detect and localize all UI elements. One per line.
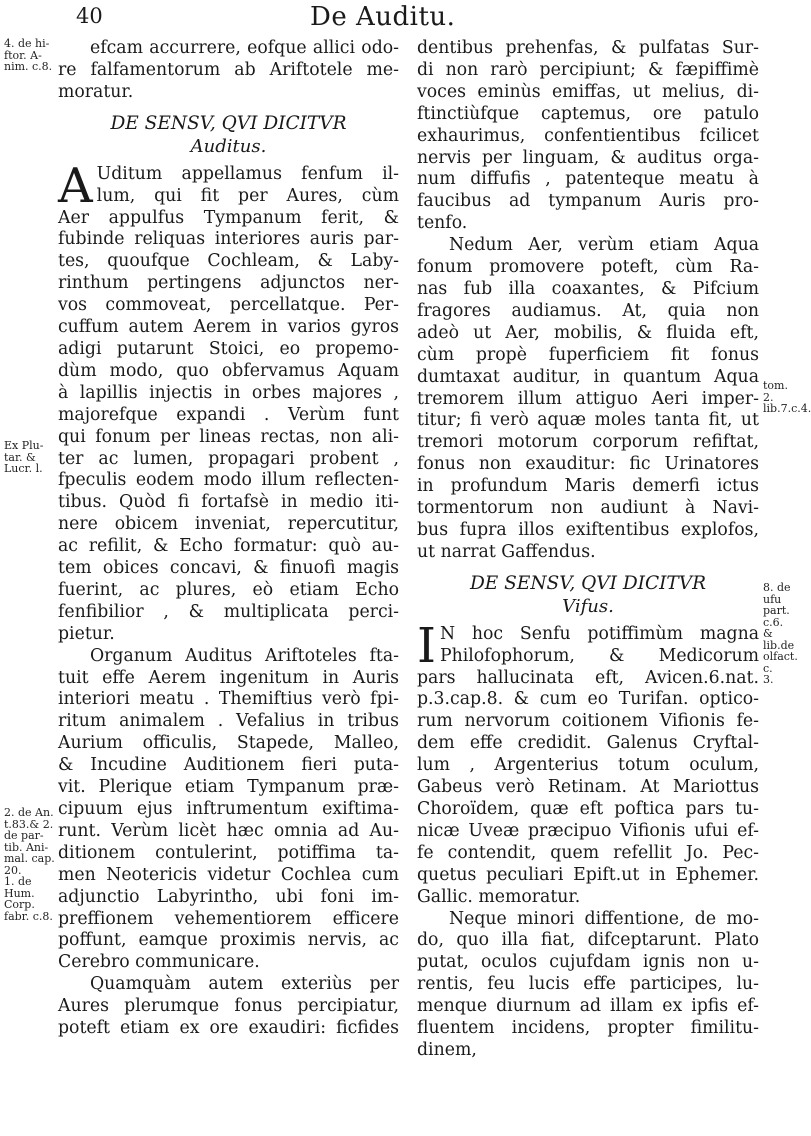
text-line: nicæ Uveæ præcipuo Vifionis ufui ef- — [417, 820, 759, 841]
text-line: num diffufis , patenteque meatu à — [417, 169, 759, 190]
text-line: di non rarò percipiunt; & fæpiffimè — [417, 59, 759, 80]
text-line: ritum animalem . Vefalius in tribus — [58, 711, 399, 732]
margin-note-right-1 — [763, 379, 811, 415]
text-line: ter ac lumen, propagari probent , — [58, 448, 399, 469]
text-line: Gabeus verò Retinam. At Mariottus — [417, 777, 759, 798]
text-line: Neque minori diffentione, de mo- — [449, 908, 759, 929]
text-line: tremori motorum corporum refiftat, — [417, 432, 759, 453]
margin-note-left-3 — [4, 807, 56, 922]
paragraph-quamquam — [58, 974, 399, 1040]
text-line: moratur. — [58, 81, 134, 102]
text-line: pars hallucinata eft, Avicen.6.nat. — [417, 667, 759, 688]
text-line: ut narrat Gaffendus. — [417, 541, 596, 562]
text-line: Aures plerumque fonus percipiatur, — [58, 996, 399, 1017]
text-line: faucibus ad tympanum Auris pro- — [417, 191, 759, 212]
text-line: tremorem illum attiguo Aeri imper- — [417, 388, 759, 409]
text-line: men Neotericis videtur Cochlea cum — [58, 864, 399, 885]
text-line: runt. Verùm licèt hæc omnia ad Au- — [58, 820, 399, 841]
text-line: & Incudine Auditionem fieri puta- — [58, 755, 399, 776]
text-line: dùm modo, quo obfervamus Aquam — [58, 360, 399, 381]
text-line: adjunctio Labyrintho, ubi foni im- — [58, 886, 399, 907]
section-title-visus: DE SENSV, QVI DICITVR — [469, 572, 707, 594]
text-line: Aer appulfus Tympanum ferit, & — [58, 207, 399, 228]
margin-note-line: Lucr. l. — [4, 462, 43, 475]
text-line: dinem, — [417, 1039, 477, 1060]
margin-note-line: 1. de — [4, 875, 32, 888]
text-line: nas fub illa coaxantes, & Pifcium — [417, 278, 759, 299]
text-line: p.3.cap.8. & cum eo Turifan. optico- — [417, 689, 759, 710]
text-line: ditionem contulerint, potiffima ta- — [58, 842, 399, 863]
paragraph-dentibus — [417, 38, 759, 235]
text-line: Cerebro communicare. — [58, 952, 260, 973]
section-title-auditus: DE SENSV, QVI DICITVR — [110, 112, 347, 134]
left-column — [58, 38, 399, 1040]
margin-note-line: t.83.& 2. — [4, 817, 54, 831]
margin-note-line: de par- — [4, 829, 44, 842]
margin-note-line: tar. & — [4, 450, 36, 464]
text-line: Nedum Aer, verùm etiam Aqua — [449, 235, 759, 256]
text-line: à lapillis injectis in orbes majores , — [58, 382, 399, 403]
text-line: fuerint, ac plures, eò etiam Echo — [58, 579, 399, 600]
text-line: vos commoveat, percellatque. Per- — [58, 295, 399, 316]
text-line: Philofophorum, & Medicorum — [439, 645, 759, 666]
text-line: poffunt, eamque proximis nervis, ac — [58, 930, 399, 951]
margin-note-line: & lib.de — [763, 627, 795, 652]
paragraph-in-hoc — [417, 617, 759, 909]
text-line: tem obices concavi, & finuofi magis — [58, 558, 399, 579]
margin-note-line: nim. c.8. — [4, 60, 53, 73]
text-line: fenfibilior , & multiplicata perci- — [58, 601, 399, 622]
drop-cap: A — [58, 157, 93, 214]
text-line: fonum promovere poteft, cùm Ra- — [417, 257, 759, 278]
text-line: rum nervorum coitionem Vifionis fe- — [417, 711, 759, 732]
text-line: efcam accurrere, eofque allici odo- — [90, 38, 399, 58]
text-line: titur; fi verò aquæ moles tanta fit, ut — [417, 410, 759, 431]
text-line: ac refilit, & Echo formatur: quò au- — [58, 536, 399, 557]
text-line: in profundum Maris demerfi ictus — [417, 476, 759, 497]
text-line: adigi putarunt Stoici, eo propemo- — [58, 338, 399, 359]
text-line: Aurium officulis, Stapede, Malleo, — [58, 733, 399, 754]
text-line: Choroïdem, quæ eft poftica pars tu- — [417, 799, 759, 819]
text-line: pietur. — [58, 623, 115, 644]
margin-note-left-1 — [4, 38, 56, 73]
text-line: re falfamentorum ab Ariftotele me- — [58, 59, 399, 80]
text-line: lum, qui fit per Aures, cùm — [96, 185, 399, 206]
text-line: rentis, feu lucis effe participes, lu- — [417, 974, 759, 995]
margin-note-line: olfact. c. — [763, 650, 798, 675]
margin-note-line: Corp. — [4, 898, 35, 911]
text-line: nervis per linguam, & auditus orga- — [417, 147, 759, 168]
margin-note-left-2 — [4, 440, 56, 475]
paragraph-neque — [417, 909, 759, 1062]
text-line: vit. Plerique etiam Tympanum præ- — [58, 777, 399, 798]
margin-note-line: part. c.6. — [763, 604, 790, 629]
text-line: fragores audiamus. At, quia non — [417, 300, 759, 321]
running-head: De Auditu. — [310, 2, 456, 32]
drop-cap: I — [417, 617, 436, 674]
text-line: adeò ut Aer, mobilis, & fluida eft, — [417, 322, 759, 343]
text-line: dumtaxat auditur, in quantum Aqua — [417, 366, 759, 387]
text-line: rinthum pertingens adjunctos ner- — [58, 273, 399, 294]
text-line: Gallic. memoratur. — [417, 886, 581, 907]
text-line: putat, oculos cujufdam ignis non u- — [417, 952, 759, 973]
margin-note-line: 2. de An. — [4, 806, 54, 819]
text-line: quetus peculiari Epift.ut in Ephemer. — [417, 864, 759, 885]
margin-note-line: lib.7.c.4. — [763, 402, 811, 415]
text-line: ftinctiùfque captemus, ore patulo — [417, 103, 759, 124]
margin-note-line: mal. cap. — [4, 852, 55, 865]
text-line: Quamquàm autem exteriùs per — [90, 974, 399, 995]
page-header — [0, 2, 801, 36]
text-line: fonus non exauditur: fic Urinatores — [417, 454, 759, 475]
text-line: fubinde reliquas interiores auris par- — [58, 229, 399, 250]
text-line: poteft etiam ex ore exaudiri: ficfides — [58, 1018, 399, 1039]
text-line: cuffum autem Aerem in varios gyros — [58, 317, 399, 338]
text-line: exhaurimus, confentientibus fcilicet — [417, 125, 759, 146]
text-line: dentibus prehenfas, & pulfatas Sur- — [417, 38, 759, 58]
text-line: bus fupra illos exiftentibus explofos, — [417, 519, 759, 540]
text-line: fe contendit, quem refellit Jo. Pec- — [417, 842, 759, 863]
page-number: 40 — [76, 4, 103, 28]
text-line: fpeculis eodem modo illum reflecten- — [58, 470, 399, 491]
margin-note-line: 20. — [4, 863, 22, 877]
text-line: Organum Auditus Ariftoteles fta- — [90, 645, 399, 666]
section-subtitle-auditus: Auditus. — [190, 135, 267, 157]
text-line: tormentorum non audiunt à Navi- — [417, 498, 759, 519]
margin-note-line: tib. Ani- — [4, 840, 49, 854]
margin-note-right-2 — [763, 582, 801, 686]
text-line: cipuum ejus inftrumentum exiftima- — [58, 799, 399, 819]
text-line: majorefque expandi . Verùm funt — [58, 404, 399, 425]
text-line: nere obicem inveniat, repercutitur, — [58, 514, 399, 535]
margin-note-line: fabr. c.8. — [4, 909, 53, 923]
text-line: interiori meatu . Themiftius verò fpi- — [58, 689, 399, 710]
text-line: tenfo. — [417, 213, 468, 234]
text-line: preffionem vehementiorem efficere — [58, 908, 399, 929]
text-line: voces eminùs emiffas, ut melius, di- — [417, 81, 759, 102]
margin-note-line: 3. — [763, 673, 774, 686]
right-column — [417, 38, 759, 1062]
intro-paragraph — [58, 38, 399, 104]
text-line: cùm propè fuperficiem fit fonus — [417, 344, 759, 365]
text-line: do, quo illa fiat, difceptarunt. Plato — [417, 930, 759, 951]
margin-note-line: 4. de hi- — [4, 37, 50, 50]
text-line: N hoc Senfu potiffimùm magna — [439, 623, 759, 644]
margin-note-line: tom. 2. — [763, 379, 788, 404]
text-line: menque diurnum ad illam ex ipfis ef- — [417, 996, 759, 1017]
text-line: tuit effe Aerem ingenitum in Auris — [58, 667, 399, 688]
paragraph-organum — [58, 646, 399, 975]
margin-note-line: 8. de ufu — [763, 581, 791, 606]
margin-note-line: Hum. — [4, 886, 35, 900]
paragraph-auditum — [58, 157, 399, 646]
text-line: lum , Argenterius totum oculum, — [417, 755, 759, 776]
text-line: dem effe credidit. Galenus Cryftal- — [417, 733, 759, 754]
text-line: tes, quoufque Cochleam, & Laby- — [58, 251, 399, 272]
margin-note-line: Ex Plu- — [4, 439, 44, 452]
text-line: Uditum appellamus fenfum il- — [96, 163, 399, 184]
text-line: tibus. Quòd fi fortafsè in medio iti- — [58, 492, 399, 513]
margin-note-line: ftor. A- — [4, 48, 42, 62]
text-line: qui fonum per lineas rectas, non ali- — [58, 426, 399, 447]
text-line: fluentem incidens, propter fimilitu- — [417, 1018, 759, 1039]
paragraph-nedum — [417, 235, 759, 564]
section-subtitle-visus: Vifus. — [562, 595, 614, 617]
